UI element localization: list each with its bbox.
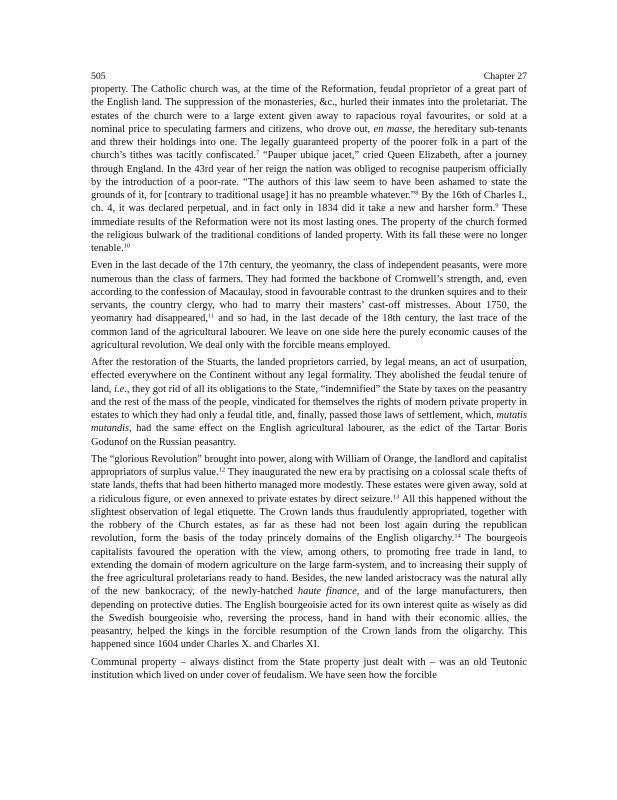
page-number: 505: [91, 71, 106, 82]
footnote-ref: 11: [207, 312, 215, 320]
running-header: [91, 71, 527, 83]
text-run: , they got rid of all its obligations to the State, “indemnified” the State by taxes on the peasantry and the rest of the mass of the people, vindicated for themselves the rights of modern private property in estates to which they had only a feudal title, and, finally, passed those laws of settlement, which,: [91, 383, 527, 421]
text-run: Even in the last decade of the 17th century, the yeomanry, the class of independent peasants, were more numerous than the class of farmers. They had formed the backbone of Cromwell’s strength, and, even according to the confession of Macaulay, stood in favourable contrast to the drunken squires and to their servants, the country clergy, who had to marry their masters’ cast-off mistresses. About 1750, the yeomanry had disappeared,: [91, 260, 527, 325]
text-run: , the hereditary sub-tenants and threw their holdings into one. The legally guaranteed property of the poorer folk in a part of the church’s tithes was tacitly confiscated.: [91, 123, 527, 162]
text-run: All this happened without the slightest observation of legal etiquette. The Crown lands thus fraudulently appropriated, together with the robbery of the Church estates, as far as these had not been lost again during the republican revolution, form the basis of the today princely domains of the English oligarchy.: [91, 493, 527, 545]
text-run: After the restoration of the Stuarts, the landed proprietors carried, by legal means, an act of usurpation, effected everywhere on the Continent without any legal formality. They abolished the feudal tenure of land,: [91, 357, 527, 395]
text-run: and so had, in the last decade of the 18th century, the last trace of the common land of the agricultural labourer. We leave on one side here the purely economic causes of the agricultural revolution. We deal only with the forcible means employed.: [91, 313, 527, 351]
text-run: property. The Catholic church was, at the time of the Reformation, feudal proprietor of a great part of the English land. The suppression of the monasteries, &c., hurled their inmates into the proletariat. The estates of the church were to a large extent given away to rapacious royal favourites, or sold at a nominal price to speculating farmers and citizens, who drove out,: [91, 84, 527, 135]
paragraph: [91, 356, 527, 449]
footnote-ref: 13: [392, 493, 400, 500]
paragraph: [91, 83, 527, 255]
text-run: Communal property – always distinct from the State property just dealt with – was an old Teutonic institution which lived on under cover of feudalism. We have seen how the forcible: [91, 656, 527, 681]
text-run: They inaugurated the new era by practising on a colossal scale thefts of state lands, thefts that had been hitherto managed more modestly. These estates were given away, sold at a ridiculous figure, or even annexed to private estates by direct seizure.: [91, 467, 527, 505]
italic-text: i.e.: [114, 383, 127, 395]
text-run: These immediate results of the Reformation were not its most lasting ones. The property of the church formed the religious bulwark of the traditional conditions of landed property. With its fall these were no longer tenable.: [91, 203, 527, 254]
text-run: By the 16th of Charles I., ch. 4, it was declared perpetual, and in fact only in 1834 did it take a new and harsher form.: [91, 190, 527, 215]
text-run: , had the same effect on the English agricultural labourer, as the edict of the Tartar Boris Godunof on the Russian peasantry.: [91, 423, 527, 448]
footnote-ref: 9: [495, 202, 499, 210]
italic-text: mutatis mutandis: [91, 410, 527, 435]
paragraph: [91, 259, 527, 352]
text-run: The bourgeois capitalists favoured the operation with the view, among others, to promoting free trade in land, to extending the domain of modern agriculture on the large farm-system, and to increasing their supply of the free agricultural proletarians ready to hand. Besides, the new landed aristocracy was the natural ally of the new bankocracy, of the newly-hatched: [91, 533, 528, 598]
footnote-ref: 10: [123, 242, 131, 250]
footnote-ref: 12: [218, 466, 226, 474]
paragraph: [91, 453, 527, 652]
paragraph: [91, 656, 527, 683]
text-run: “Pauper ubique jacet,” cried Queen Elizabeth, after a journey through England. In the 43rd year of her reign the nation was obliged to recognise pauperism officially by the introduction of a poor-rate. “The authors of this law seem to have been ashamed to state the grounds of it, for [contrary to traditional usage] it has no preamble whatever.”: [91, 150, 528, 201]
footnote-ref: 8: [415, 189, 419, 197]
text-run: The “glorious Revolution” brought into power, along with William of Orange, the landlord and capitalist appropriators of surplus value.: [91, 453, 527, 478]
body-text: [91, 83, 527, 686]
text-run: and of the large manufacturers, then depending on protective duties. The English bourgeoisie acted for its own interest quite as wisely as did the Swedish bourgeoisie who, reversing the process, hand in hand with their economic allies, the peasantry, helped the kings in the forcible resumption of the Crown lands from the oligarchy. This happened since 1604 under Charles X. and Charles XI.: [91, 586, 527, 651]
chapter-label: Chapter 27: [483, 71, 527, 82]
italic-text: en masse: [373, 123, 413, 135]
italic-text: haute finance,: [297, 586, 360, 598]
footnote-ref: 14: [454, 532, 461, 540]
footnote-ref: 7: [255, 149, 260, 157]
